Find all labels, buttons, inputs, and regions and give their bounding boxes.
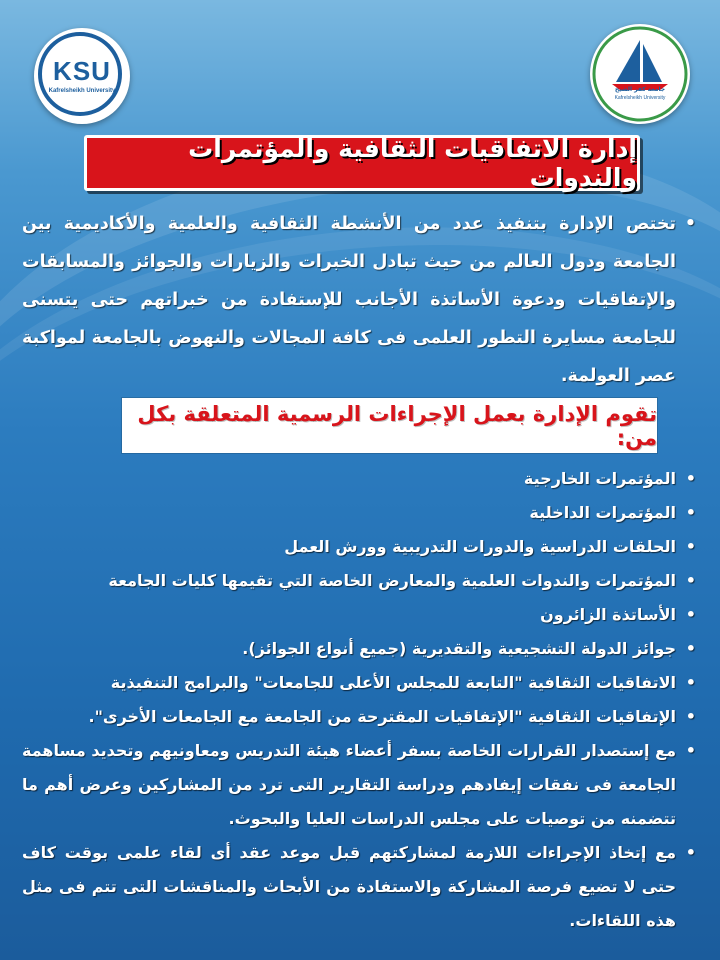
list-item: • مع إتخاذ الإجراءات اللازمة لمشاركتهم قبل موعد عقد أى لقاء علمى بوقت كاف حتى لا تضيع فرصة المشاركة والاستفادة من الأبحاث والمناقشات التى تتم فى مثل هذه اللقاءات. bbox=[22, 836, 698, 938]
kafrelsheikh-logo-english: Kafrelsheikh University bbox=[614, 95, 666, 101]
page-title: إدارة الاتفاقيات الثقافية والمؤتمرات والندوات bbox=[84, 135, 640, 191]
ksu-logo-text: KSU bbox=[53, 56, 111, 86]
sailboat-icon bbox=[590, 24, 690, 124]
list-item: • مع إستصدار القرارات الخاصة بسفر أعضاء هيئة التدريس ومعاونيهم وتحديد مساهمة الجامعة فى نفقات إيفادهم ودراسة التقارير التى ترد من المشاركين وعرض أهم ما تتضمنه من توصيات على مجلس الدراسات العليا والبحوث. bbox=[22, 734, 698, 836]
list-item: • الإتفاقيات الثقافية "الإتفاقيات المقترحة من الجامعة مع الجامعات الأخرى". bbox=[22, 700, 698, 734]
list-item: • المؤتمرات والندوات العلمية والمعارض الخاصة التي تقيمها كليات الجامعة bbox=[22, 564, 698, 598]
kafrelsheikh-logo bbox=[590, 24, 690, 124]
intro-section bbox=[22, 205, 698, 395]
subheading: تقوم الإدارة بعمل الإجراءات الرسمية المتعلقة بكل من: bbox=[122, 398, 657, 453]
list-item: • جوائز الدولة التشجيعية والتقديرية (جميع أنواع الجوائز). bbox=[22, 632, 698, 666]
ksu-logo-subtitle: Kafrelsheikh University bbox=[48, 88, 116, 94]
intro-paragraph: • تختص الإدارة بتنفيذ عدد من الأنشطة الثقافية والعلمية والأكاديمية بين الجامعة ودول العالم من حيث تبادل الخبرات والزيارات والجوائز والمسابقات والإتفاقيات ودعوة الأساتذة الأجانب للإستفادة من خبراتهم حتى يتسنى للجامعة مسايرة التطور العلمى فى كافة المجالات والنهوض بالجامعة لمواكبة عصر العولمة. bbox=[22, 205, 698, 395]
list-item: • المؤتمرات الخارجية bbox=[22, 462, 698, 496]
list-item: • الأساتذة الزائرون bbox=[22, 598, 698, 632]
list-item: • الحلقات الدراسية والدورات التدريبية وورش العمل bbox=[22, 530, 698, 564]
list-item: • الاتفاقيات الثقافية "التابعة للمجلس الأعلى للجامعات" والبرامج التنفيذية bbox=[22, 666, 698, 700]
ksu-logo bbox=[34, 28, 130, 124]
list-item: • المؤتمرات الداخلية bbox=[22, 496, 698, 530]
procedures-list bbox=[22, 462, 698, 938]
kafrelsheikh-logo-arabic: جامعة كفر الشيخ bbox=[614, 86, 666, 93]
